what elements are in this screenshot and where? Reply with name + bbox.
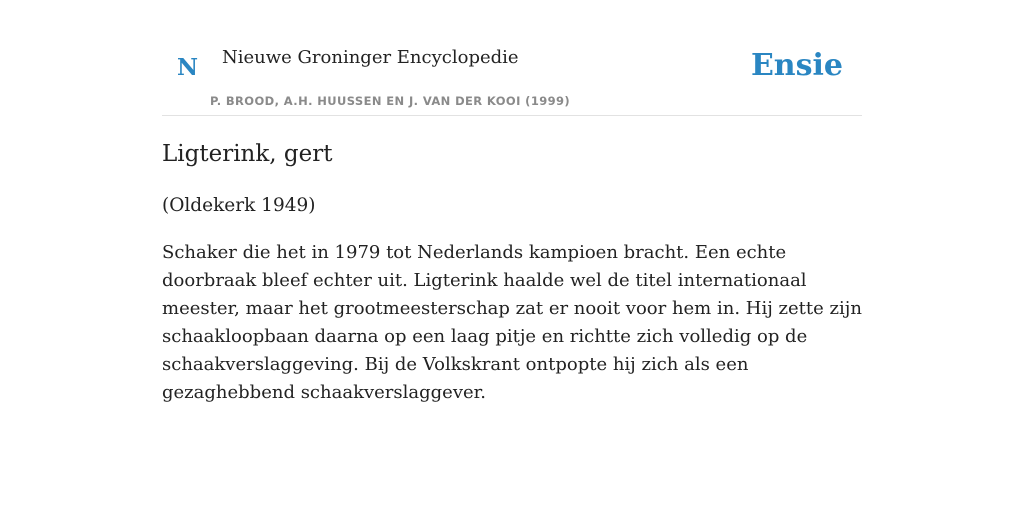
entry-description: Schaker die het in 1979 tot Nederlands kampioen bracht. Een echte doorbraak bleef echter uit. Ligterink haalde wel de titel internationaal meester, maar het grootmeesterschap zat er nooit voor hem in. Hij zette zijn schaakloopbaan daarna op een laag pitje en richtte zich volledig op de schaakverslaggeving. Bij de Volkskrant ontpopte hij zich als een gezaghebbend schaakverslaggever. xyxy=(162,242,862,403)
ensie-brand-logo[interactable]: Ensie xyxy=(750,48,843,83)
entry-title: Ligterink, gert xyxy=(162,141,333,167)
encyclopedia-logo[interactable]: N xyxy=(177,54,199,81)
encyclopedia-title-link[interactable]: Nieuwe Groninger Encyclopedie xyxy=(222,47,519,68)
source-header xyxy=(162,0,862,116)
entry-birth-info: (Oldekerk 1949) xyxy=(162,195,316,216)
encyclopedia-card xyxy=(162,0,862,512)
authors-line: P. BROOD, A.H. HUUSSEN EN J. VAN DER KOOI (1999) xyxy=(210,94,571,108)
